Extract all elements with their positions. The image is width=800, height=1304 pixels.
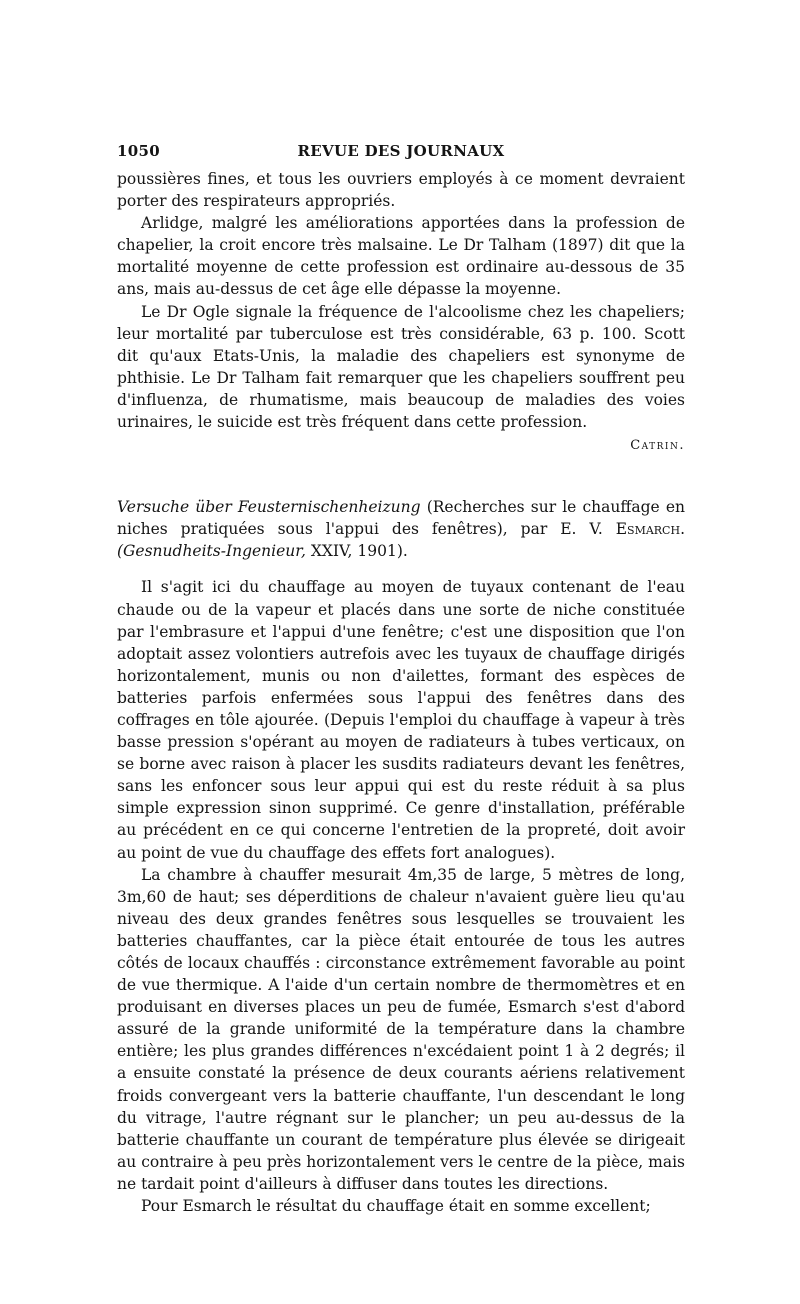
paragraph: Pour Esmarch le résultat du chauffage était en somme excellent; — [141, 1197, 651, 1216]
journal-volume: XXIV, 1901). — [310, 542, 408, 561]
paragraph: Arlidge, malgré les améliorations apportées dans la profession de chapelier, la croit encore très malsaine. Le Dr Talham (1897) dit que la mortalité moyenne de cette profession est ordinaire au-dessous de 35 ans, mais au-dessus de cet âge elle dépasse la moyenne. — [117, 214, 685, 299]
article-title-french: (Recherches sur le chauffage en niches pratiquées sous l'appui des fenêtres), par — [117, 498, 685, 539]
journal-name: (Gesnudheits-Ingenieur, — [117, 542, 306, 561]
document-page — [117, 142, 685, 1217]
section-divider — [117, 457, 685, 496]
article-catrin — [117, 168, 685, 433]
article-author: E. V. Esmarch. — [560, 520, 685, 539]
paragraph: La chambre à chauffer mesurait 4m,35 de large, 5 mètres de long, 3m,60 de haut; ses déperditions de chaleur n'avaient guère lieu qu'au niveau des deux grandes fenêtres sous lesquelles se trouvaient les batteries chauffantes, car la pièce était entourée de tous les autres côtés de locaux chauffés : circonstance extrêmement favorable au point de vue thermique. A l'aide d'un certain nombre de thermomètres et en produisant en diverses places un peu de fumée, Esmarch s'est d'abord assuré de la grande uniformité de la température dans la chambre entière; les plus grandes différences n'excédaient point 1 à 2 degrés; il a ensuite constaté la présence de deux courants aériens relativement froids convergeant vers la batterie chauffante, l'un descendant le long du vitrage, l'autre régnant sur le plancher; un peu au-dessus de la batterie chauffante un courant de température plus élevée se dirigeait au contraire à peu près horizontalement vers le centre de la pièce, mais ne tardait point d'ailleurs à diffuser dans toutes les directions. — [117, 865, 685, 1193]
paragraph: Il s'agit ici du chauffage au moyen de tuyaux contenant de l'eau chaude ou de la vapeur et placés dans une sorte de niche constituée par l'embrasure et l'appui d'une fenêtre; c'est une disposition que l'on adoptait assez volontiers autrefois avec les tuyaux de chauffage dirigés horizontalement, munis ou non d'ailettes, formant des espèces de batteries parfois enfermées sous l'appui des fenêtres dans des coffrages en tôle ajourée. (Depuis l'emploi du chauffage à vapeur à très basse pression s'opérant au moyen de radiateurs à tubes verticaux, on se borne avec raison à placer les susdits radiateurs devant les fenêtres, sans les enfoncer sous leur appui qui est du reste réduit à sa plus simple expression sinon supprimé. Ce genre d'installation, préférable au précédent en ce qui concerne l'entretien de la propreté, doit avoir au point de vue du chauffage des effets fort analogues). — [117, 578, 685, 862]
article-heading — [117, 496, 685, 562]
page-number: 1050 — [117, 142, 160, 160]
paragraph: Le Dr Ogle signale la fréquence de l'alcoolisme chez les chapeliers; leur mortalité par tuberculose est très considérable, 63 p. 100. Scott dit qu'aux Etats-Unis, la maladie des chapeliers est synonyme de phthisie. Le Dr Talham fait remarquer que les chapeliers souffrent peu d'influenza, de rhumatisme, mais beaucoup de maladies des voies urinaires, le suicide est très fréquent dans cette profession. — [117, 302, 685, 432]
article-title-german: Versuche über Feusternischenheizung — [117, 498, 421, 517]
author-signature: Catrin. — [630, 438, 685, 454]
spacer — [117, 562, 685, 576]
running-header — [117, 142, 685, 168]
paragraph: poussières fines, et tous les ouvriers employés à ce moment devraient porter des respirateurs appropriés. — [117, 170, 685, 211]
article-esmarch — [117, 496, 685, 1217]
running-title: REVUE DES JOURNAUX — [297, 142, 505, 160]
